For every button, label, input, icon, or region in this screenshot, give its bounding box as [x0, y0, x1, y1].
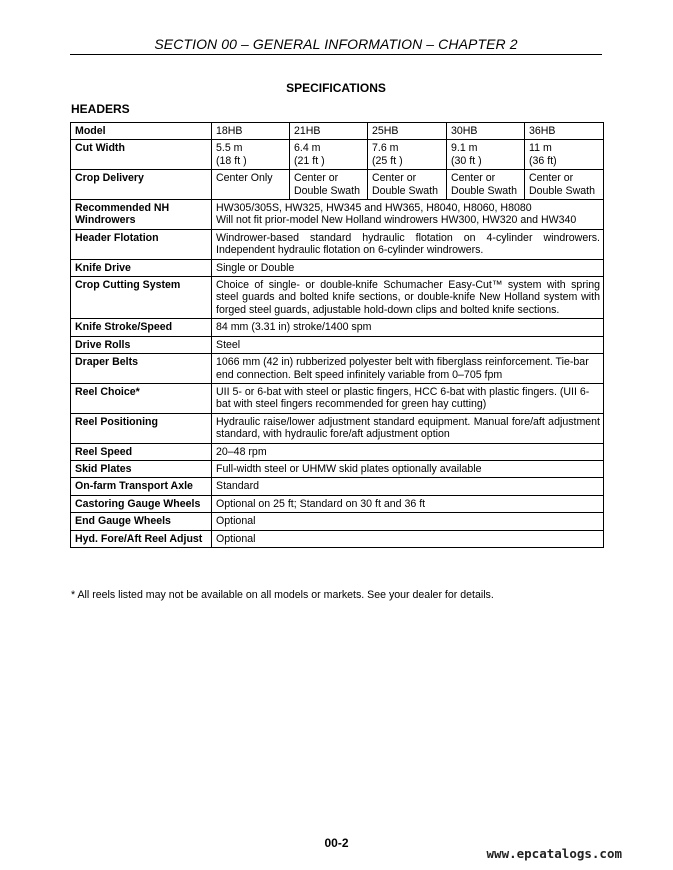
- crop-delivery-cell: [290, 170, 368, 200]
- cut-width-cell: [525, 140, 604, 170]
- row-label: Reel Positioning: [71, 413, 212, 443]
- cut-width-metric: 5.5 m: [216, 142, 243, 155]
- crop-delivery-line: Double Swath: [451, 184, 517, 197]
- table-row-transport-axle: [71, 478, 604, 495]
- row-value: [212, 200, 604, 230]
- cut-width-imperial: (30 ft ): [451, 154, 482, 167]
- crop-delivery-line: Center or: [451, 172, 496, 185]
- row-label: Reel Choice*: [71, 383, 212, 413]
- row-label: Header Flotation: [71, 229, 212, 259]
- crop-delivery-line: Double Swath: [529, 184, 595, 197]
- cut-width-cell: [368, 140, 447, 170]
- row-label: Cut Width: [71, 140, 212, 170]
- watermark: www.epcatalogs.com: [486, 846, 622, 861]
- row-label: On-farm Transport Axle: [71, 478, 212, 495]
- table-row-reel-choice: [71, 383, 604, 413]
- model-cell: 30HB: [447, 123, 525, 140]
- row-value: Optional on 25 ft; Standard on 30 ft and 36 ft: [212, 495, 604, 512]
- crop-delivery-cell: [368, 170, 447, 200]
- row-value: Optional: [212, 513, 604, 530]
- crop-delivery-cell: [525, 170, 604, 200]
- crop-delivery-line: Center or: [372, 172, 417, 185]
- header-rule: [70, 54, 602, 55]
- crop-delivery-line: Center or: [529, 172, 574, 185]
- row-value: 84 mm (3.31 in) stroke/1400 spm: [212, 319, 604, 336]
- model-cell: 18HB: [212, 123, 290, 140]
- table-row-reel-speed: [71, 443, 604, 460]
- table-row-cut-width: [71, 140, 604, 170]
- row-label: Model: [71, 123, 212, 140]
- model-cell: 36HB: [525, 123, 604, 140]
- row-value: Optional: [212, 530, 604, 547]
- row-label: Castoring Gauge Wheels: [71, 495, 212, 512]
- table-row-draper-belts: [71, 354, 604, 384]
- row-label: End Gauge Wheels: [71, 513, 212, 530]
- row-value: Windrower-based standard hydraulic flotation on 4-cylinder windrowers. Independent hydraulic flotation on 6-cylinder windrowers.: [212, 229, 604, 259]
- row-value: 1066 mm (42 in) rubberized polyester belt with fiberglass reinforcement. Tie-bar end connection. Belt speed infinitely variable from 0–705 fpm: [212, 354, 604, 384]
- table-row-header-flotation: [71, 229, 604, 259]
- table-row-castoring-gauge-wheels: [71, 495, 604, 512]
- row-label: Skid Plates: [71, 460, 212, 477]
- specifications-heading: SPECIFICATIONS: [286, 81, 386, 95]
- cut-width-cell: [212, 140, 290, 170]
- page-number: 00-2: [324, 836, 349, 850]
- table-row-skid-plates: [71, 460, 604, 477]
- row-label: Knife Drive: [71, 259, 212, 276]
- table-row-model: [71, 123, 604, 140]
- model-cell: 25HB: [368, 123, 447, 140]
- headers-heading: HEADERS: [71, 102, 130, 116]
- section-title: SECTION 00 – GENERAL INFORMATION – CHAPTER 2: [154, 36, 518, 52]
- cut-width-imperial: (21 ft ): [294, 154, 325, 167]
- row-value: 20–48 rpm: [212, 443, 604, 460]
- table-row-end-gauge-wheels: [71, 513, 604, 530]
- cut-width-metric: 11 m: [529, 142, 552, 155]
- row-value: Hydraulic raise/lower adjustment standard equipment. Manual fore/aft adjustment standard, with hydraulic fore/aft adjustment option: [212, 413, 604, 443]
- cut-width-metric: 9.1 m: [451, 142, 478, 155]
- table-row-drive-rolls: [71, 336, 604, 353]
- row-label: Drive Rolls: [71, 336, 212, 353]
- footnote: * All reels listed may not be available on all models or markets. See your dealer for details.: [71, 589, 494, 601]
- table-row-recommended-windrowers: [71, 200, 604, 230]
- row-value-line: HW305/305S, HW325, HW345 and HW365, H8040, H8060, H8080: [216, 202, 532, 215]
- model-cell: 21HB: [290, 123, 368, 140]
- crop-delivery-line: Center or: [294, 172, 339, 185]
- cut-width-cell: [290, 140, 368, 170]
- row-value: Full-width steel or UHMW skid plates optionally available: [212, 460, 604, 477]
- row-label: Draper Belts: [71, 354, 212, 384]
- cut-width-metric: 7.6 m: [372, 142, 399, 155]
- row-label: Recommended NH Windrowers: [71, 200, 212, 230]
- specifications-table: [70, 122, 604, 548]
- row-value: Steel: [212, 336, 604, 353]
- crop-delivery-cell: [212, 170, 290, 200]
- crop-delivery-cell: [447, 170, 525, 200]
- table-row-crop-cutting-system: [71, 277, 604, 319]
- cut-width-imperial: (36 ft): [529, 154, 557, 167]
- row-label: Crop Delivery: [71, 170, 212, 200]
- table-row-knife-stroke-speed: [71, 319, 604, 336]
- row-value: Single or Double: [212, 259, 604, 276]
- row-label: Knife Stroke/Speed: [71, 319, 212, 336]
- row-label: Hyd. Fore/Aft Reel Adjust: [71, 530, 212, 547]
- crop-delivery-line: Double Swath: [294, 184, 360, 197]
- cut-width-cell: [447, 140, 525, 170]
- row-label: Reel Speed: [71, 443, 212, 460]
- table-row-crop-delivery: [71, 170, 604, 200]
- cut-width-imperial: (25 ft ): [372, 154, 403, 167]
- cut-width-imperial: (18 ft ): [216, 154, 247, 167]
- row-value: Standard: [212, 478, 604, 495]
- crop-delivery-line: Double Swath: [372, 184, 438, 197]
- row-label: Crop Cutting System: [71, 277, 212, 319]
- table-row-knife-drive: [71, 259, 604, 276]
- cut-width-metric: 6.4 m: [294, 142, 321, 155]
- row-value: UII 5- or 6-bat with steel or plastic fingers, HCC 6-bat with plastic fingers. (UII 6-bat with steel fingers recommended for green hay cutting): [212, 383, 604, 413]
- table-row-hyd-fore-aft-reel-adjust: [71, 530, 604, 547]
- row-value: Choice of single- or double-knife Schumacher Easy-Cut™ system with spring steel guards and bolted knife sections, or double-knife New Holland system with forged steel guards, adjustable hold-down clips and bolted knife sections.: [212, 277, 604, 319]
- crop-delivery-line: Center Only: [216, 172, 273, 185]
- table-row-reel-positioning: [71, 413, 604, 443]
- row-value-line: Will not fit prior-model New Holland windrowers HW300, HW320 and HW340: [216, 214, 577, 227]
